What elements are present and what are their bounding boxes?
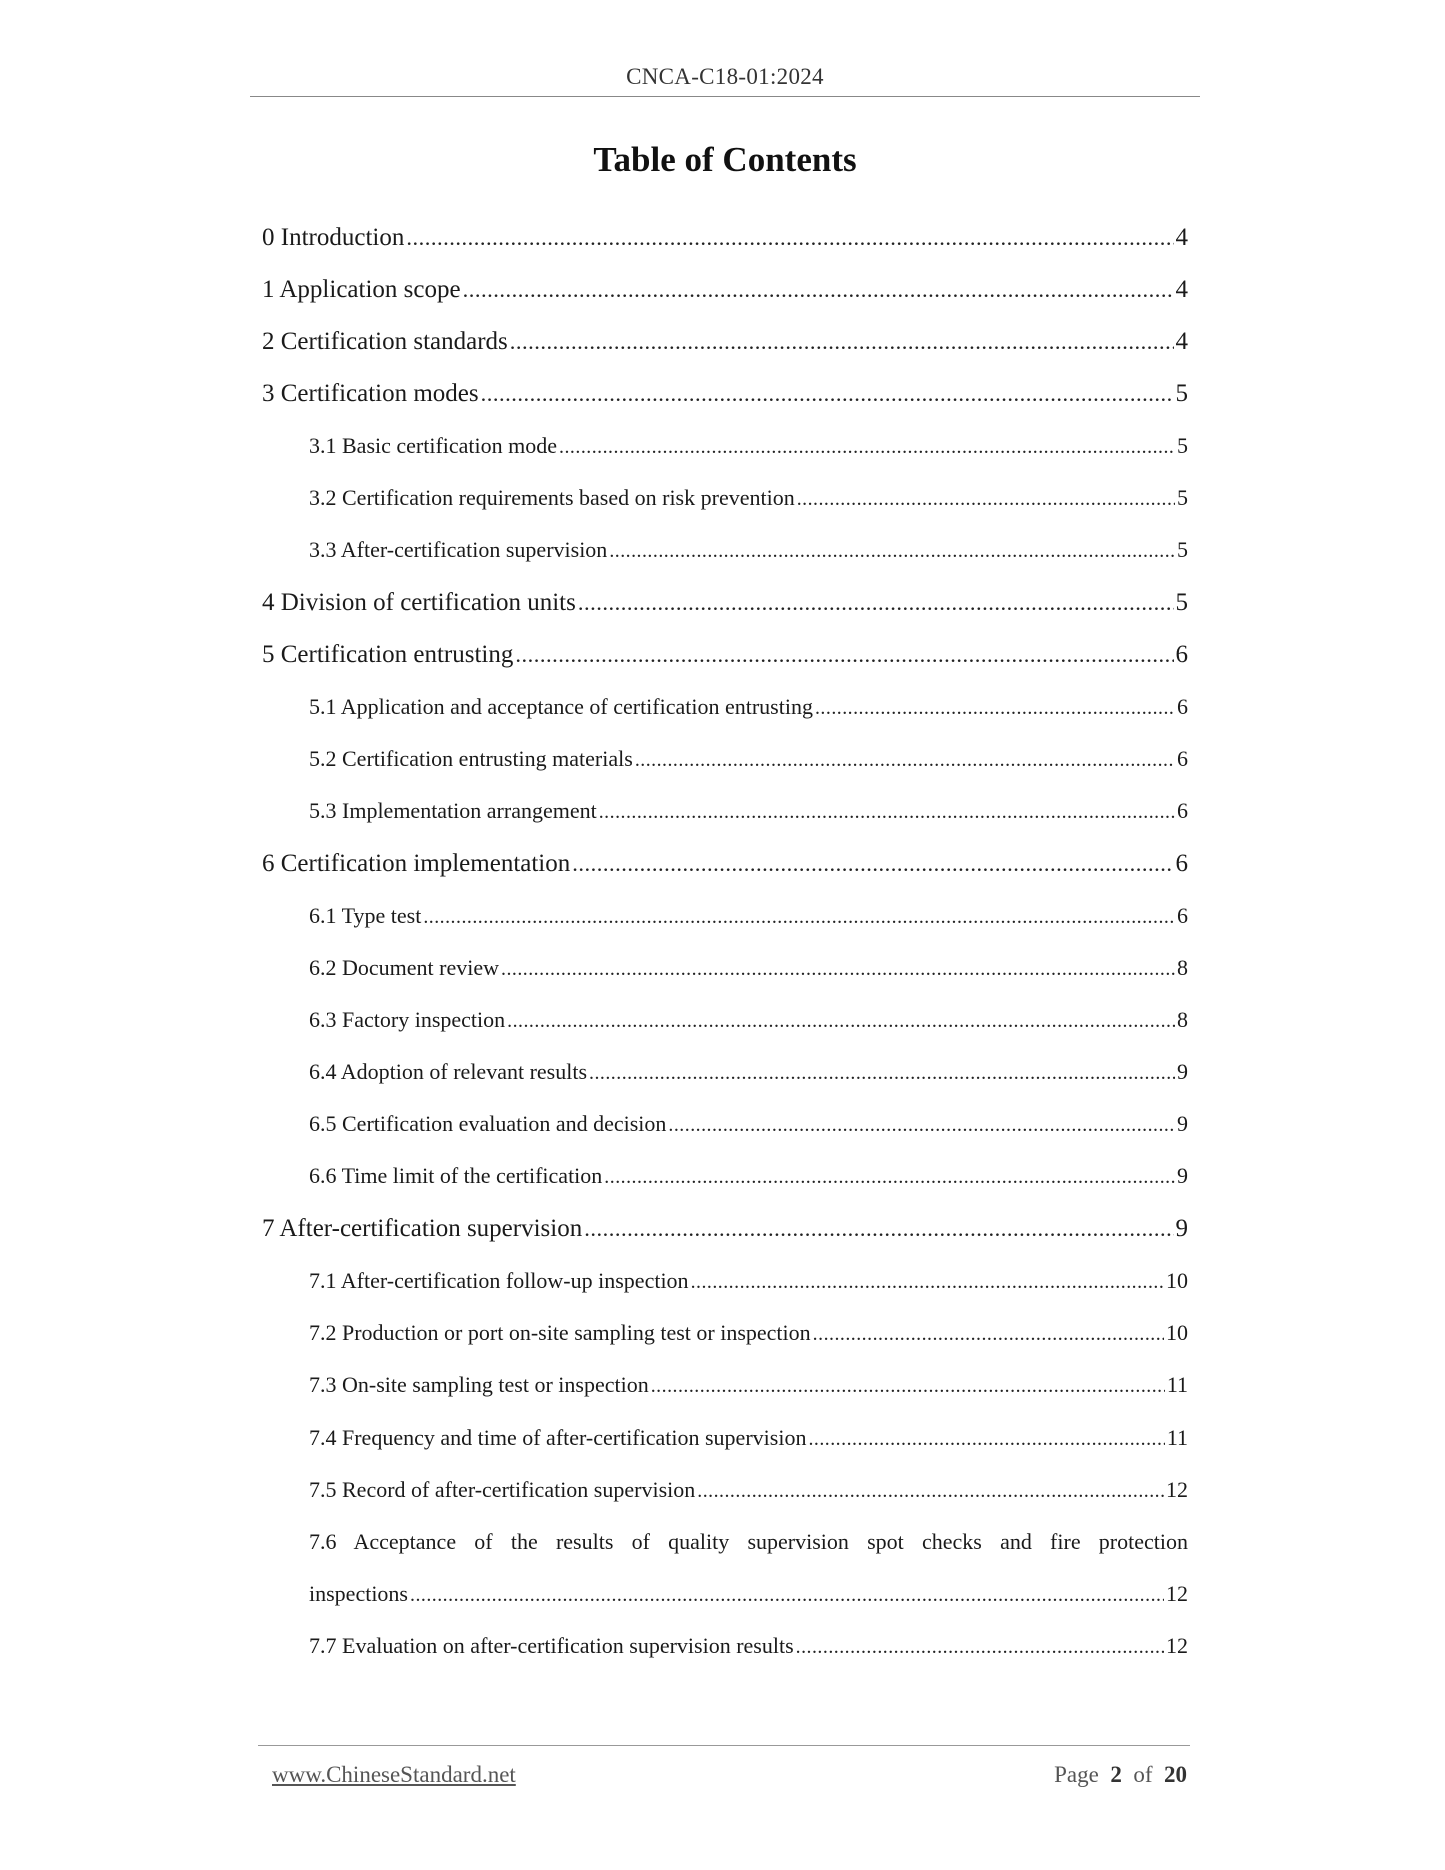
- current-page-number: 2: [1110, 1762, 1122, 1787]
- toc-entry-certification-entrusting[interactable]: [262, 641, 1188, 669]
- toc-page-number: 9: [1177, 1163, 1188, 1188]
- toc-entry-7-6-line1[interactable]: 7.6 Acceptance of the results of quality supervision spot checks and fire protection: [309, 1529, 1188, 1554]
- dot-leader: [423, 906, 1175, 929]
- toc-entry-application-scope[interactable]: [262, 276, 1188, 304]
- toc-page-number: 9: [1177, 1111, 1188, 1136]
- dot-leader: [578, 590, 1174, 616]
- toc-entry-3-2[interactable]: [309, 485, 1188, 511]
- dot-leader: [463, 277, 1174, 303]
- toc-entry-label: 6.5 Certification evaluation and decision: [309, 1111, 667, 1136]
- toc-entry-3-1[interactable]: [309, 433, 1188, 459]
- dot-leader: [507, 1010, 1175, 1033]
- toc-page-number: 6: [1175, 641, 1188, 668]
- toc-entry-introduction[interactable]: [262, 224, 1188, 252]
- toc-entry-6-6[interactable]: [309, 1163, 1188, 1189]
- dot-leader: [815, 697, 1175, 720]
- toc-page-number: 4: [1175, 224, 1188, 251]
- toc-entry-5-3[interactable]: [309, 798, 1188, 824]
- footer-divider: [258, 1745, 1190, 1746]
- toc-entry-6-1[interactable]: [309, 903, 1188, 929]
- dot-leader: [635, 749, 1175, 772]
- toc-entry-7-6[interactable]: [309, 1581, 1188, 1607]
- toc-entry-label: 6.4 Adoption of relevant results: [309, 1059, 588, 1084]
- toc-entry-6-3[interactable]: [309, 1007, 1188, 1033]
- toc-entry-label: 3.3 After-certification supervision: [309, 537, 608, 562]
- toc-entry-label: 5.3 Implementation arrangement: [309, 798, 597, 823]
- of-word: of: [1133, 1762, 1153, 1787]
- toc-page-number: 6: [1177, 694, 1188, 719]
- running-header: CNCA-C18-01:2024: [626, 64, 824, 89]
- toc-entry-label: 5 Certification entrusting: [262, 641, 514, 668]
- toc-page-number: 5: [1175, 589, 1188, 616]
- toc-page-number: 12: [1166, 1581, 1188, 1606]
- dot-leader: [515, 642, 1173, 668]
- toc-entry-label: 7.4 Frequency and time of after-certification supervision: [309, 1425, 807, 1450]
- dot-leader: [808, 1428, 1164, 1451]
- dot-leader: [604, 1166, 1175, 1189]
- dot-leader: [410, 1584, 1164, 1607]
- toc-entry-label: 2 Certification standards: [262, 328, 508, 355]
- toc-entry-label: 6.2 Document review: [309, 955, 499, 980]
- toc-page-number: 6: [1177, 798, 1188, 823]
- dot-leader: [697, 1480, 1164, 1503]
- toc-page-number: 6: [1175, 850, 1188, 877]
- toc-entry-6-5[interactable]: [309, 1111, 1188, 1137]
- toc-page-number: 10: [1166, 1268, 1188, 1293]
- toc-page-number: 11: [1166, 1425, 1188, 1450]
- dot-leader: [559, 436, 1175, 459]
- toc-entry-label: 7.2 Production or port on-site sampling test or inspection: [309, 1320, 811, 1345]
- toc-page-number: 12: [1166, 1477, 1188, 1502]
- toc-entry-7-7[interactable]: [309, 1633, 1188, 1659]
- toc-entry-label: 5.2 Certification entrusting materials: [309, 746, 633, 771]
- toc-entry-label: 7.5 Record of after-certification supervision: [309, 1477, 696, 1502]
- toc-entry-7-1[interactable]: [309, 1268, 1188, 1294]
- dot-leader: [797, 488, 1175, 511]
- toc-entry-division-of-units[interactable]: [262, 589, 1188, 617]
- dot-leader: [589, 1062, 1175, 1085]
- toc-entry-6-4[interactable]: [309, 1059, 1188, 1085]
- toc-entry-6-2[interactable]: [309, 955, 1188, 981]
- toc-entry-label: 1 Application scope: [262, 276, 461, 303]
- toc-entry-label: 5.1 Application and acceptance of certification entrusting: [309, 694, 813, 719]
- toc-entry-label: 0 Introduction: [262, 224, 405, 251]
- dot-leader: [609, 540, 1175, 563]
- dot-leader: [668, 1114, 1175, 1137]
- toc-page-number: 4: [1175, 276, 1188, 303]
- toc-entry-label: 7.3 On-site sampling test or inspection: [309, 1372, 649, 1397]
- toc-entry-5-1[interactable]: [309, 694, 1188, 720]
- toc-page-number: 12: [1166, 1633, 1188, 1658]
- toc-page-number: 9: [1177, 1059, 1188, 1084]
- toc-entry-7-4[interactable]: [309, 1425, 1188, 1451]
- toc-entry-7-2[interactable]: [309, 1320, 1188, 1346]
- toc-entry-label: 3.1 Basic certification mode: [309, 433, 558, 458]
- toc-entry-label: inspections: [309, 1581, 408, 1606]
- toc-entry-label: 7 After-certification supervision: [262, 1215, 583, 1242]
- toc-page-number: 5: [1175, 380, 1188, 407]
- dot-leader: [796, 1636, 1164, 1659]
- dot-leader: [572, 851, 1173, 877]
- toc-entry-5-2[interactable]: [309, 746, 1188, 772]
- toc-page-number: 4: [1175, 328, 1188, 355]
- toc-entry-label: 3.2 Certification requirements based on risk prevention: [309, 485, 795, 510]
- toc-entry-label: 7.1 After-certification follow-up inspection: [309, 1268, 689, 1293]
- toc-page-number: 11: [1166, 1372, 1188, 1397]
- website-link[interactable]: www.ChineseStandard.net: [272, 1762, 516, 1787]
- toc-page-number: 8: [1177, 1007, 1188, 1032]
- toc-entry-label: 6 Certification implementation: [262, 850, 571, 877]
- dot-leader: [813, 1323, 1164, 1346]
- toc-page-number: 6: [1177, 746, 1188, 771]
- toc-entry-certification-modes[interactable]: [262, 380, 1188, 408]
- toc-entry-label: 6.6 Time limit of the certification: [309, 1163, 603, 1188]
- toc-entry-3-3[interactable]: [309, 537, 1188, 563]
- toc-entry-7-3[interactable]: [309, 1372, 1188, 1398]
- page-title: Table of Contents: [593, 140, 857, 179]
- dot-leader: [599, 801, 1175, 824]
- toc-page-number: 6: [1177, 903, 1188, 928]
- toc-page-number: 5: [1177, 537, 1188, 562]
- toc-entry-label: 7.7 Evaluation on after-certification supervision results: [309, 1633, 794, 1658]
- toc-entry-certification-implementation[interactable]: [262, 850, 1188, 878]
- toc-page-number: 5: [1177, 485, 1188, 510]
- dot-leader: [406, 225, 1173, 251]
- dot-leader: [691, 1271, 1164, 1294]
- page-word: Page: [1054, 1762, 1099, 1787]
- toc-entry-7-5[interactable]: [309, 1477, 1188, 1503]
- toc-entry-label: 6.1 Type test: [309, 903, 422, 928]
- toc-page-number: 8: [1177, 955, 1188, 980]
- dot-leader: [501, 958, 1175, 981]
- toc-page-number: 10: [1166, 1320, 1188, 1345]
- toc-entry-certification-standards[interactable]: [262, 328, 1188, 356]
- dot-leader: [481, 381, 1174, 407]
- toc-entry-label: 6.3 Factory inspection: [309, 1007, 506, 1032]
- dot-leader: [510, 329, 1174, 355]
- toc-page-number: 5: [1177, 433, 1188, 458]
- total-pages-number: 20: [1164, 1762, 1187, 1787]
- dot-leader: [584, 1216, 1173, 1242]
- page-indicator: [1054, 1762, 1187, 1788]
- toc-entry-label: 3 Certification modes: [262, 380, 479, 407]
- toc-entry-after-certification-supervision[interactable]: [262, 1215, 1188, 1243]
- toc-page-number: 9: [1175, 1215, 1188, 1242]
- toc-entry-label: 4 Division of certification units: [262, 589, 576, 616]
- dot-leader: [651, 1375, 1165, 1398]
